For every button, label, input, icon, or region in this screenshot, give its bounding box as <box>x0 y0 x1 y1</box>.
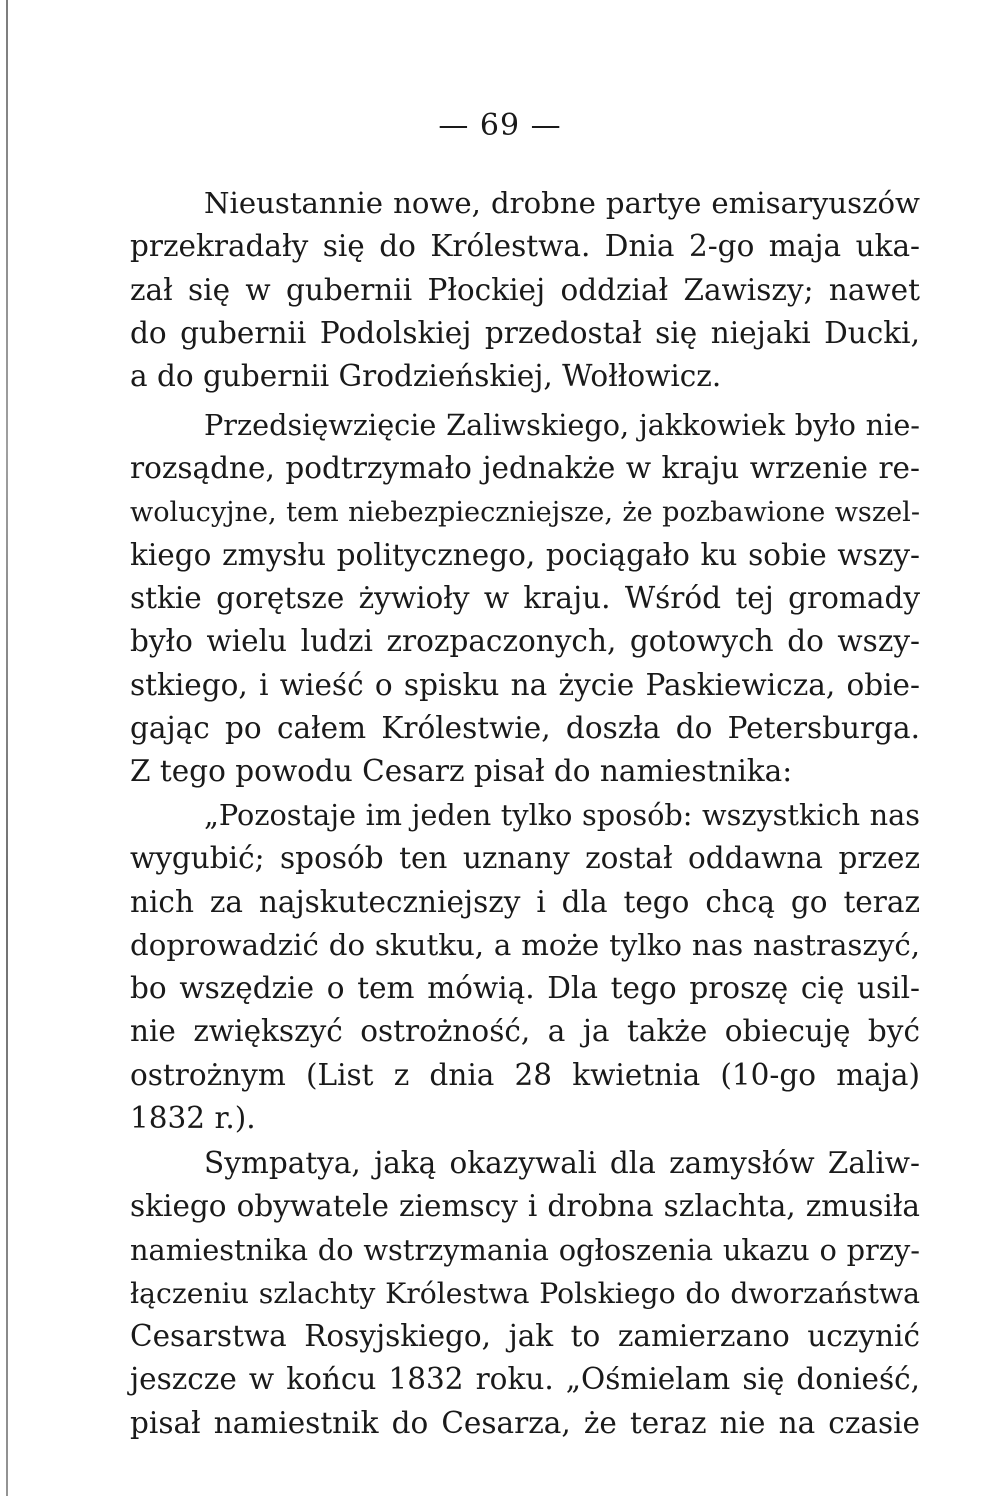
text-line: doprowadzić do skutku, a może tylko nas nastraszyć, <box>130 927 920 962</box>
text-line: gając po całem Królestwie, doszła do Petersburga. <box>130 711 920 746</box>
text-line: „Pozostaje im jeden tylko sposób: wszystkich nas <box>204 798 920 832</box>
text-line: przekradały się do Królestwa. Dnia 2-go maja uka- <box>130 229 920 264</box>
text-line: zał się w gubernii Płockiej oddział Zawiszy; nawet <box>130 272 920 307</box>
paragraph-2 <box>130 404 920 794</box>
text-line: Przedsięwzięcie Zaliwskiego, jakkowiek było nie- <box>204 408 920 442</box>
paragraph-3-quote <box>130 794 920 1140</box>
text-line: jeszcze w końcu 1832 roku. „Ośmielam się donieść, <box>130 1362 920 1397</box>
text-line: kiego zmysłu politycznego, pociągało ku sobie wszy- <box>130 537 920 572</box>
text-line: Z tego powodu Cesarz pisał do namiestnika: <box>130 754 793 789</box>
text-line: a do gubernii Grodzieńskiej, Wołłowicz. <box>130 359 722 394</box>
text-line: Cesarstwa Rosyjskiego, jak to zamierzano uczynić <box>130 1319 920 1354</box>
text-line: Nieustannie nowe, drobne partye emisaryuszów <box>204 186 920 220</box>
text-line: bo wszędzie o tem mówią. Dla tego proszę cię usil- <box>130 971 920 1006</box>
page-number: — 69 — <box>438 108 562 143</box>
text-line: namiestnika do wstrzymania ogłoszenia ukazu o przy- <box>130 1232 920 1267</box>
text-line: Sympatya, jaką okazywali dla zamysłów Zaliw- <box>204 1146 920 1180</box>
text-line: wygubić; sposób ten uznany został oddawna przez <box>130 841 920 876</box>
paragraph-4 <box>130 1142 920 1445</box>
paragraph-1 <box>130 182 920 398</box>
text-line: skiego obywatele ziemscy i drobna szlachta, zmusiła <box>130 1189 920 1224</box>
text-line: łączeniu szlachty Królestwa Polskiego do dworzaństwa <box>130 1276 920 1310</box>
text-line: nich za najskuteczniejszy i dla tego chcą go teraz <box>130 884 920 919</box>
text-line: było wielu ludzi zrozpaczonych, gotowych do wszy- <box>130 624 920 659</box>
text-line: do gubernii Podolskiej przedostał się niejaki Ducki, <box>130 315 920 350</box>
text-line: ostrożnym (List z dnia 28 kwietnia (10-go maja) <box>130 1057 920 1092</box>
text-line: nie zwiększyć ostrożność, a ja także obiecuję być <box>130 1014 920 1049</box>
text-line: wolucyjne, tem niebezpieczniejsze, że pozbawione wszel- <box>130 496 920 528</box>
text-line: stkiego, i wieść o spisku na życie Paskiewicza, obie- <box>130 667 920 702</box>
text-line: stkie gorętsze żywioły w kraju. Wśród tej gromady <box>130 581 920 616</box>
text-line: 1832 r.). <box>130 1101 256 1136</box>
text-line: rozsądne, podtrzymało jednakże w kraju wrzenie re- <box>130 451 920 486</box>
page-edge-line <box>6 0 8 1496</box>
text-line: pisał namiestnik do Cesarza, że teraz nie na czasie <box>130 1405 920 1440</box>
